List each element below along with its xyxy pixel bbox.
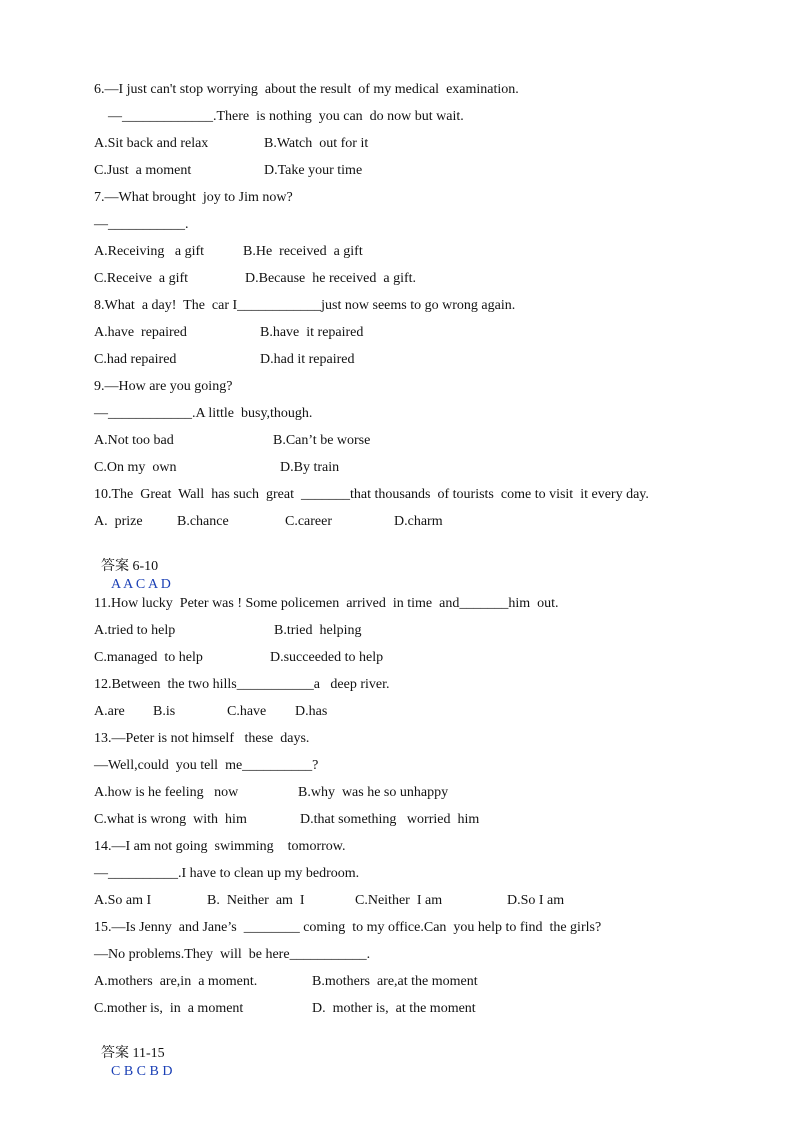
- answer-key-6-10: [94, 540, 171, 594]
- q10-option-d: D.charm: [394, 514, 443, 529]
- q8-option-a: A.have repaired: [94, 325, 187, 340]
- q11-option-a: A.tried to help: [94, 623, 176, 638]
- q13-option-c: C.what is wrong with him: [94, 812, 247, 827]
- q12-stem: 12.Between the two hills___________a deep river.: [94, 677, 390, 692]
- q6-option-d: D.Take your time: [264, 163, 363, 178]
- q9-option-b: B.Can’t be worse: [273, 433, 371, 448]
- q13-reply: —Well,could you tell me__________?: [94, 758, 319, 773]
- q11-option-d: D.succeeded to help: [270, 650, 384, 665]
- q11-option-c: C.managed to help: [94, 650, 203, 665]
- q12-option-a: A.are: [94, 704, 125, 719]
- q8-option-b: B.have it repaired: [260, 325, 364, 340]
- q8-stem: 8.What a day! The car I____________just now seems to go wrong again.: [94, 298, 516, 313]
- q11-stem: 11.How lucky Peter was ! Some policemen arrived in time and_______him out.: [94, 596, 559, 611]
- q10-stem: 10.The Great Wall has such great _______that thousands of tourists come to visit it every day.: [94, 487, 649, 502]
- q13-option-b: B.why was he so unhappy: [298, 785, 449, 800]
- q6-option-c: C.Just a moment: [94, 163, 192, 178]
- q7-reply: —___________.: [94, 217, 189, 232]
- q7-option-a: A.Receiving a gift: [94, 244, 205, 259]
- q6-reply: —_____________.There is nothing you can do now but wait.: [108, 109, 464, 124]
- q9-reply: —____________.A little busy,though.: [94, 406, 313, 421]
- answer-letters: A A C A D: [111, 577, 171, 592]
- answer-label: 答案 6-10: [101, 559, 159, 574]
- q8-option-c: C.had repaired: [94, 352, 177, 367]
- q13-option-d: D.that something worried him: [300, 812, 480, 827]
- q11-option-b: B.tried helping: [274, 623, 362, 638]
- q15-option-c: C.mother is, in a moment: [94, 1001, 244, 1016]
- q9-option-a: A.Not too bad: [94, 433, 174, 448]
- answer-label: 答案 11-15: [101, 1046, 165, 1061]
- q10-option-c: C.career: [285, 514, 333, 529]
- q12-option-d: D.has: [295, 704, 328, 719]
- q6-option-b: B.Watch out for it: [264, 136, 369, 151]
- q6-option-a: A.Sit back and relax: [94, 136, 209, 151]
- q6-stem: 6.—I just can't stop worrying about the result of my medical examination.: [94, 82, 519, 97]
- q7-option-c: C.Receive a gift: [94, 271, 189, 286]
- q7-stem: 7.—What brought joy to Jim now?: [94, 190, 293, 205]
- q14-stem: 14.—I am not going swimming tomorrow.: [94, 839, 346, 854]
- q14-option-a: A.So am I: [94, 893, 152, 908]
- q14-option-c: C.Neither I am: [355, 893, 443, 908]
- q14-option-d: D.So I am: [507, 893, 565, 908]
- answer-key-11-15: [94, 1027, 172, 1081]
- q15-option-b: B.mothers are,at the moment: [312, 974, 478, 989]
- q9-option-c: C.On my own: [94, 460, 177, 475]
- q9-option-d: D.By train: [280, 460, 340, 475]
- q15-stem: 15.—Is Jenny and Jane’s ________ coming to my office.Can you help to find the girls?: [94, 920, 602, 935]
- q15-reply: —No problems.They will be here___________.: [94, 947, 371, 962]
- q15-option-a: A.mothers are,in a moment.: [94, 974, 258, 989]
- q12-option-b: B.is: [153, 704, 176, 719]
- q13-stem: 13.—Peter is not himself these days.: [94, 731, 310, 746]
- q14-reply: —__________.I have to clean up my bedroom.: [94, 866, 360, 881]
- answer-letters: C B C B D: [111, 1064, 173, 1079]
- q8-option-d: D.had it repaired: [260, 352, 355, 367]
- q10-option-b: B.chance: [177, 514, 229, 529]
- q10-option-a: A. prize: [94, 514, 143, 529]
- q14-option-b: B. Neither am I: [207, 893, 305, 908]
- q9-stem: 9.—How are you going?: [94, 379, 233, 394]
- q13-option-a: A.how is he feeling now: [94, 785, 239, 800]
- q12-option-c: C.have: [227, 704, 267, 719]
- q7-option-b: B.He received a gift: [243, 244, 363, 259]
- q15-option-d: D. mother is, at the moment: [312, 1001, 476, 1016]
- q7-option-d: D.Because he received a gift.: [245, 271, 417, 286]
